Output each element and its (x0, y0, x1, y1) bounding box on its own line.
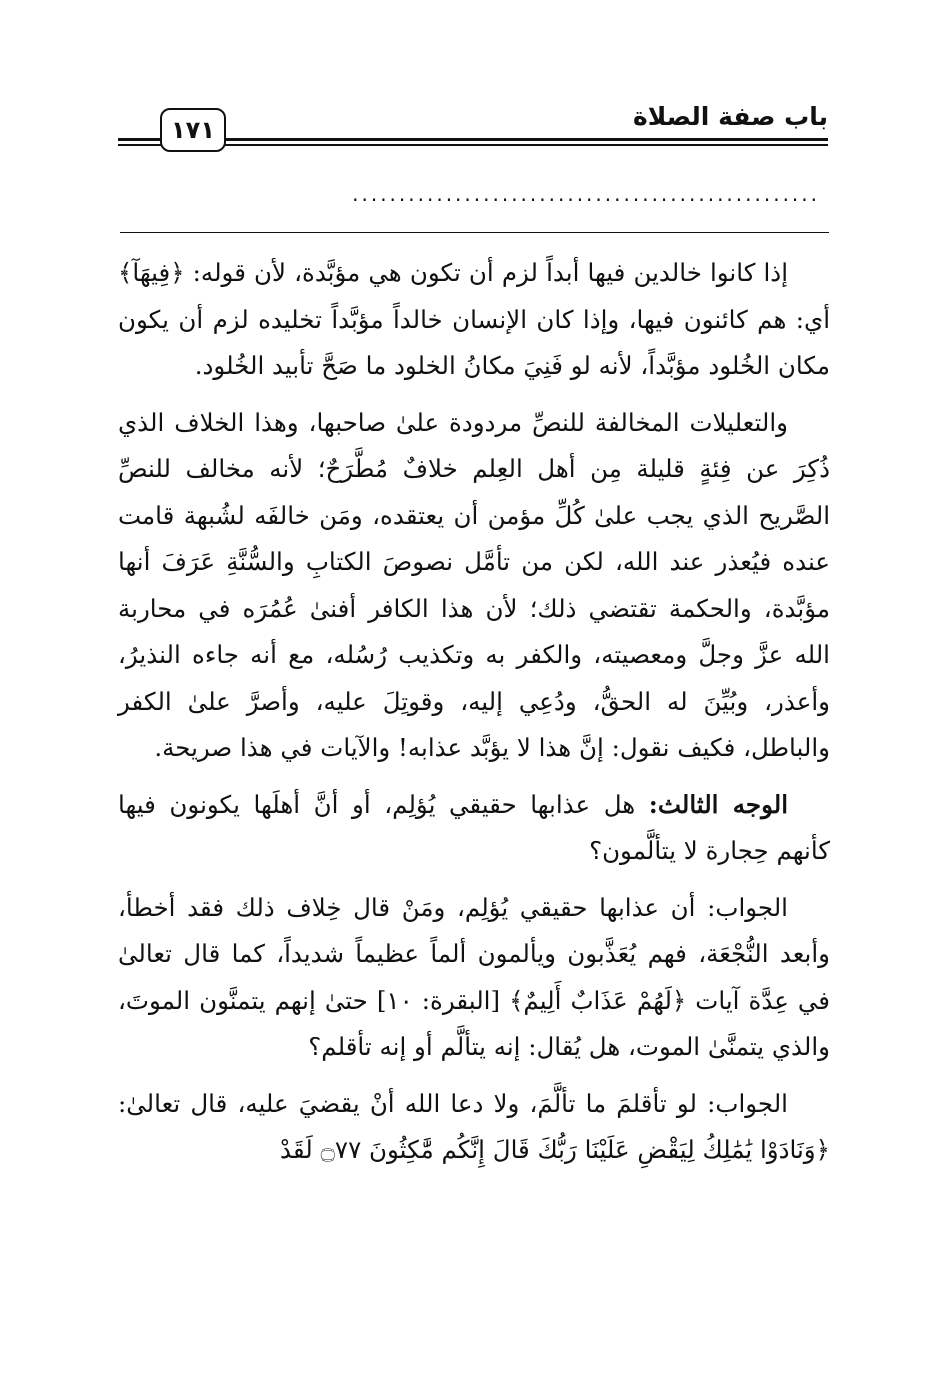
paragraph: الجواب: أن عذابها حقيقي يُؤلِم، ومَنْ قال خِلاف ذلك فقد أخطأ، وأبعد النُّجْعَة، فهم يُعَذَّبون ويألمون ألماً عظيماً شديداً، كما قال تعالىٰ في عِدَّة آيات ﴿لَهُمْ عَذَابٌ أَلِيمٌ﴾ [البقرة: ١٠] حتىٰ إنهم يتمنَّون الموتَ، والذي يتمنَّىٰ الموت، هل يُقال: إنه يتألَّم أو إنه تأقلم؟ (118, 892, 831, 1061)
chapter-title: باب صفة الصلاة (633, 102, 828, 131)
paragraph: إذا كانوا خالدين فيها أبداً لزم أن تكون هي مؤبَّدة، لأن قوله: ﴿فِيهَآ﴾ أي: هم كائنون فيها، وإذا كان الإنسان خالداً مؤبَّداً تخليده لزم أن يكون مكان الخُلود مؤبَّداً، لأنه لو فَنِيَ مكانُ الخلود ما صَحَّ تأبيد الخُلود. (118, 258, 830, 380)
paragraph: والتعليلات المخالفة للنصِّ مردودة علىٰ صاحبها، وهذا الخلاف الذي ذُكِرَ عن فِئةٍ قليلة مِن أهل العِلم خلافٌ مُطَّرَحٌ؛ لأنه مخالف للنصِّ الصَّريح الذي يجب علىٰ كُلِّ مؤمن أن يعتقده، ومَن خالفَه لشُبهة قامت عنده فيُعذر عند الله، لكن من تأمَّل نصوصَ الكتابِ والسُّنَّةِ عَرَفَ أنها مؤبَّدة، والحكمة تقتضي ذلك؛ لأن هذا الكافر أفنىٰ عُمُرَه في محاربة الله عزَّ وجلَّ ومعصيته، والكفر به وتكذيب رُسُله، مع أنه جاءه النذيرُ، وأعذر، وبُيِّنَ له الحقُّ، ودُعِي إليه، وقوتِلَ عليه، وأصرَّ علىٰ الكفر والباطل، فكيف نقول: إنَّ هذا لا يؤبَّد عذابه! والآيات في هذا صريحة. (118, 407, 830, 762)
paragraph (118, 782, 830, 875)
body-text (118, 250, 830, 1174)
section-heading: الوجه الثالث: (648, 789, 789, 819)
paragraph: الجواب: لو تأقلمَ ما تألَّمَ، ولا دعا الله أنْ يقضيَ عليه، قال تعالىٰ: ﴿وَنَادَوْا يَٰمَٰلِكُ لِيَقْضِ عَلَيْنَا رَبُّكَ قَالَ إِنَّكُم مَّٰكِثُونَ ۝٧٧ لَقَدْ (118, 1088, 830, 1164)
page-number: ١٧١ (160, 108, 226, 152)
paragraph-text: هل عذابها حقيقي يُؤلِم، أو أنَّ أهلَها يكونون فيها كأنهم حِجارة لا يتألَّمون؟ (118, 789, 830, 865)
continuation-dots: .................................................. (352, 182, 820, 206)
page-header (118, 100, 828, 160)
footnote-separator-line (120, 232, 829, 233)
